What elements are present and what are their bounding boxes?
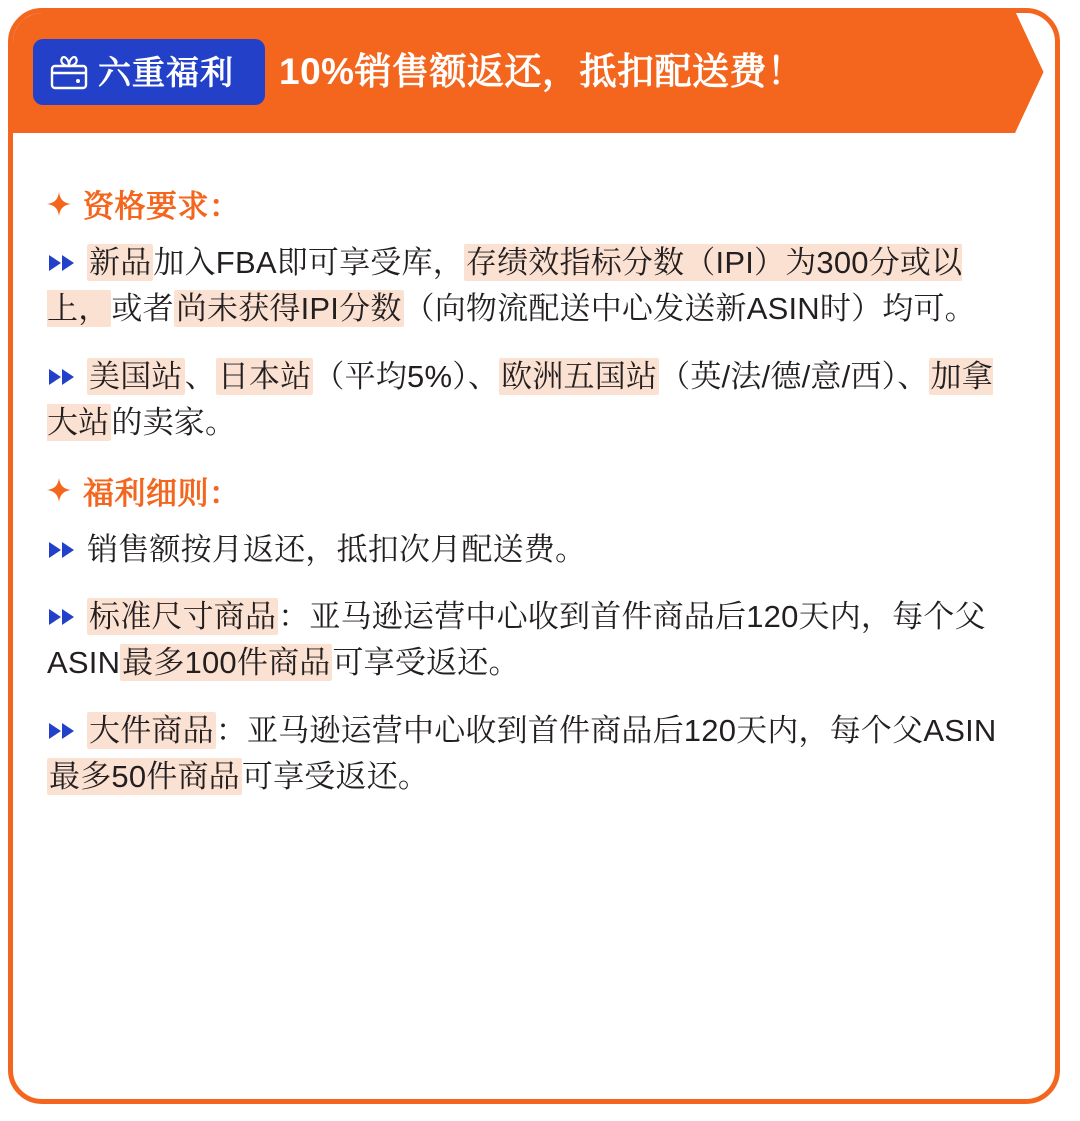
arrow-bullet-icon bbox=[47, 605, 81, 629]
arrow-bullet-icon bbox=[47, 538, 81, 562]
gift-box-icon bbox=[49, 53, 89, 91]
highlighted-text: 存绩效指标分数（IPI）为300分或以上， bbox=[47, 245, 963, 326]
highlighted-text: 尚未获得IPI分数 bbox=[175, 290, 402, 326]
highlighted-text: 大件商品 bbox=[89, 713, 214, 749]
plain-text: ：亚马逊运营中心收到首件商品后120天内，每个父ASIN bbox=[215, 713, 997, 749]
plain-text: 加入FBA即可享受库， bbox=[153, 245, 464, 280]
bullet-text bbox=[47, 245, 976, 326]
badge-label: 六重福利 bbox=[98, 53, 234, 91]
plain-text: （向物流配送中心发送新ASIN时）均可。 bbox=[403, 290, 976, 326]
arrow-bullet-icon bbox=[47, 719, 81, 743]
section-title-label: 福利细则： bbox=[83, 475, 241, 511]
section-title bbox=[47, 468, 1021, 513]
highlighted-text: 加拿大站 bbox=[47, 358, 993, 440]
header-title: 10%销售额返还，抵扣配送费！ bbox=[279, 51, 805, 92]
plain-text: （平均5%）、 bbox=[313, 358, 500, 394]
section-title bbox=[47, 181, 1021, 226]
highlighted-text: 欧洲五国站 bbox=[501, 358, 658, 394]
highlighted-text: 最多100件商品 bbox=[122, 645, 331, 681]
plain-text: 销售额按月返还，抵扣次月配送费。 bbox=[87, 531, 587, 567]
banner-notch bbox=[1015, 11, 1060, 133]
plain-text: 的卖家。 bbox=[111, 404, 237, 440]
plain-text: 、 bbox=[184, 358, 216, 394]
bullet-text bbox=[47, 713, 997, 794]
plain-text: ：亚马逊运营中心收到首件商品后120天内，每个父ASIN bbox=[47, 599, 986, 681]
bullet-text bbox=[47, 532, 586, 567]
header-banner bbox=[11, 11, 1060, 133]
bullet-text bbox=[47, 599, 986, 680]
benefit-badge bbox=[33, 39, 265, 105]
bullet-item bbox=[47, 594, 1021, 686]
plain-text: 可享受返还。 bbox=[241, 759, 430, 794]
highlighted-text: 美国站 bbox=[89, 358, 183, 394]
highlighted-text: 最多50件商品 bbox=[49, 759, 240, 794]
bullet-text bbox=[47, 359, 993, 440]
arrow-bullet-icon bbox=[47, 365, 81, 389]
bullet-item bbox=[47, 354, 1021, 446]
card-body bbox=[13, 135, 1055, 822]
promo-card bbox=[8, 8, 1060, 1104]
bullet-item bbox=[47, 240, 1021, 332]
arrow-bullet-icon bbox=[47, 251, 81, 275]
bullet-item bbox=[47, 527, 1021, 573]
section-title-label: 资格要求： bbox=[83, 189, 241, 224]
plain-text: 或者 bbox=[111, 290, 174, 326]
highlighted-text: 标准尺寸商品 bbox=[89, 599, 277, 635]
diamond-icon bbox=[47, 478, 71, 502]
plain-text: （英/法/德/意/西）、 bbox=[659, 358, 929, 394]
diamond-icon bbox=[47, 192, 71, 216]
plain-text: 可享受返还。 bbox=[332, 645, 520, 681]
highlighted-text: 新品 bbox=[89, 245, 152, 280]
highlighted-text: 日本站 bbox=[217, 358, 312, 394]
bullet-item bbox=[47, 708, 1021, 800]
